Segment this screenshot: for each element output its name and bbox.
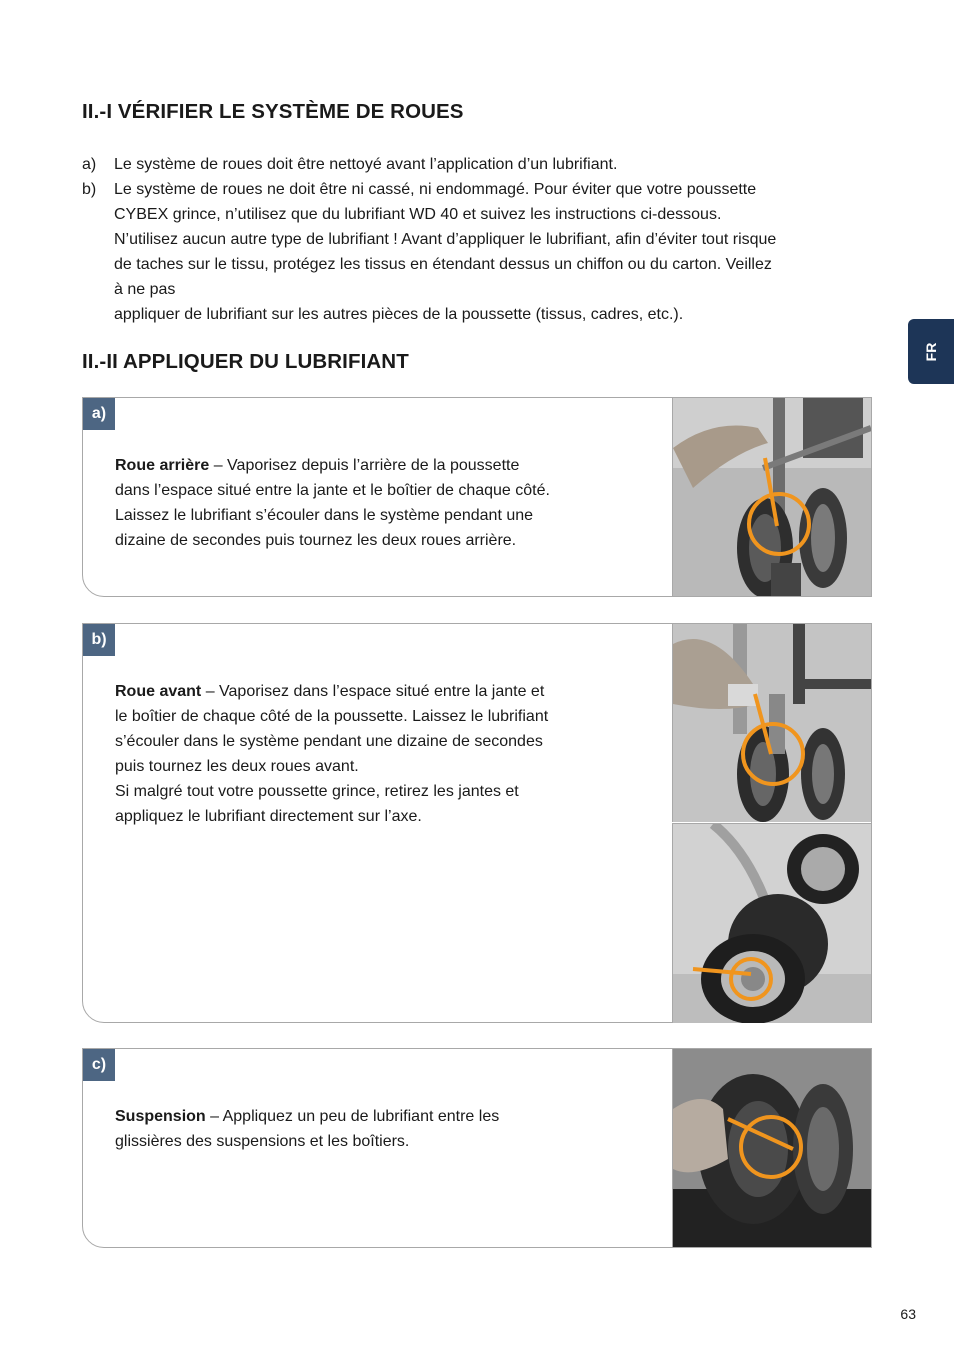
section-title-apply: II.-II APPLIQUER DU LUBRIFIANT (82, 350, 409, 373)
step-b-panel (82, 623, 872, 1023)
list-marker: a) (82, 156, 97, 173)
step-text (115, 679, 615, 829)
list-item (82, 152, 882, 177)
language-tab-label: FR (923, 342, 939, 361)
list-marker: b) (82, 181, 97, 198)
step-line: dizaine de secondes puis tournez les deux roues arrière. (115, 532, 517, 549)
step-badge: c) (83, 1049, 115, 1081)
step-line: – Vaporisez dans l’espace situé entre la jante et (201, 683, 545, 700)
step-heading: Roue arrière (115, 457, 210, 474)
list-line: appliquer de lubrifiant sur les autres pièces de la poussette (tissus, cadres, etc.). (114, 306, 684, 323)
step-line: Laissez le lubrifiant s’écouler dans le système pendant une (115, 507, 534, 524)
step-badge: b) (83, 624, 115, 656)
step-line: dans l’espace situé entre la jante et le boîtier de chaque côté. (115, 482, 550, 499)
list-line: CYBEX grince, n’utilisez que du lubrifiant WD 40 et suivez les instructions ci-dessous. (114, 206, 722, 223)
page-number: 63 (900, 1306, 916, 1322)
list-line: Le système de roues doit être nettoyé avant l’application d’un lubrifiant. (114, 156, 618, 173)
language-tab[interactable] (908, 319, 954, 384)
step-line: s’écouler dans le système pendant une dizaine de secondes (115, 733, 543, 750)
list-line: de taches sur le tissu, protégez les tissus en étendant dessus un chiffon ou du carton. Veillez (114, 256, 772, 273)
step-line: appliquez le lubrifiant directement sur l’axe. (115, 808, 422, 825)
step-a-panel (82, 397, 872, 597)
step-text (115, 453, 615, 553)
step-line: – Vaporisez depuis l’arrière de la poussette (209, 457, 520, 474)
front-wheel-photo (672, 624, 871, 822)
step-line: Si malgré tout votre poussette grince, retirez les jantes et (115, 783, 519, 800)
step-line: glissières des suspensions et les boîtiers. (115, 1133, 410, 1150)
step-line: puis tournez les deux roues avant. (115, 758, 359, 775)
step-c-panel (82, 1048, 872, 1248)
section-title-verify: II.-I VÉRIFIER LE SYSTÈME DE ROUES (82, 100, 464, 123)
step-line: – Appliquez un peu de lubrifiant entre les (205, 1108, 500, 1125)
step-text (115, 1104, 615, 1154)
list-item (82, 177, 882, 327)
list-line: à ne pas (114, 281, 176, 298)
suspension-photo (672, 1049, 871, 1247)
rear-wheel-photo (672, 398, 871, 596)
list-line: Le système de roues ne doit être ni cassé, ni endommagé. Pour éviter que votre poussette (114, 181, 757, 198)
step-heading: Roue avant (115, 683, 202, 700)
instruction-list (82, 152, 882, 327)
step-heading: Suspension (115, 1108, 206, 1125)
front-axle-photo (672, 823, 871, 1023)
list-line: N’utilisez aucun autre type de lubrifiant ! Avant d’appliquer le lubrifiant, afin d’éviter tout risque (114, 231, 777, 248)
step-badge: a) (83, 398, 115, 430)
step-line: le boîtier de chaque côté de la poussette. Laissez le lubrifiant (115, 708, 549, 725)
